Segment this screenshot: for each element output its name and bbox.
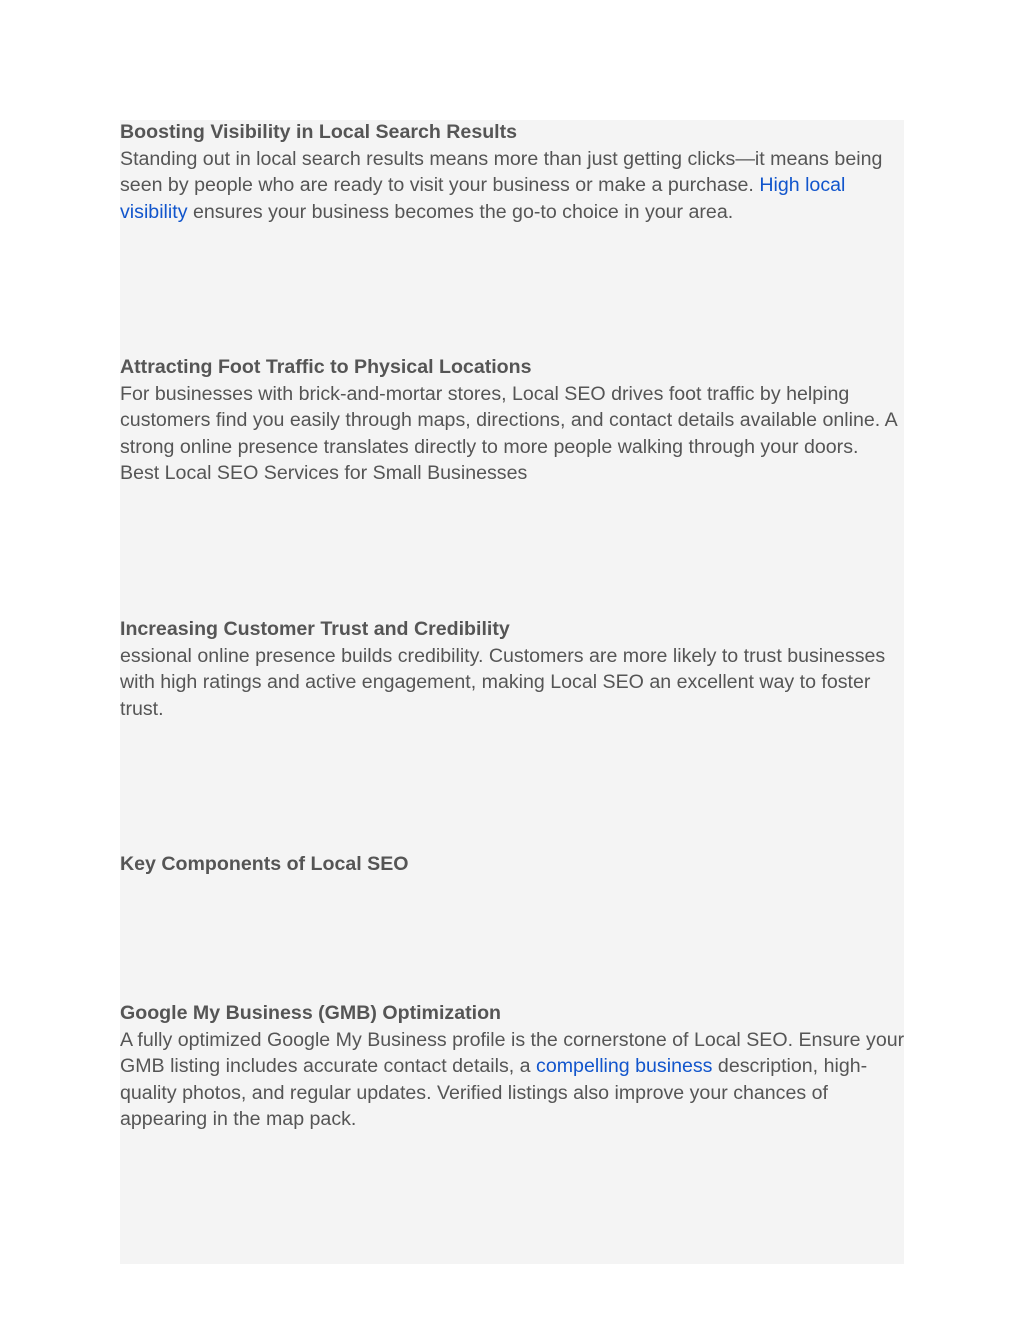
body-text: description, high-quality photos, and regular updates. Verified listings also improve your chances of appearing in the map pack.: [120, 1055, 868, 1130]
body-text: ensures your business becomes the go-to choice in your area.: [187, 200, 734, 223]
high-local-visibility-link[interactable]: High local visibility: [120, 174, 846, 223]
section-body: [120, 1027, 910, 1133]
section-heading: Google My Business (GMB) Optimization: [120, 1002, 502, 1024]
section-foot-traffic: [120, 354, 910, 487]
compelling-business-link[interactable]: compelling business: [536, 1055, 713, 1077]
section-customer-trust: [120, 616, 910, 722]
section-heading: Key Components of Local SEO: [120, 853, 409, 875]
section-heading: Attracting Foot Traffic to Physical Locations: [120, 356, 532, 378]
body-text: A fully optimized Google My Business profile is the cornerstone of Local SEO. Ensure your GMB listing includes accurate contact details, a: [120, 1028, 905, 1077]
section-boosting-visibility: [120, 119, 910, 225]
body-text: Standing out in local search results means more than just getting clicks—it means being seen by people who are ready to visit your business or make a purchase.: [120, 147, 883, 196]
section-heading: Increasing Customer Trust and Credibility: [120, 618, 510, 640]
section-key-components: [120, 851, 910, 878]
section-extra-line: Best Local SEO Services for Small Businesses: [120, 462, 528, 484]
section-body: For businesses with brick-and-mortar stores, Local SEO drives foot traffic by helping customers find you easily through maps, directions, and contact details available online. A strong online presence translates directly to more people walking through your doors.: [120, 382, 897, 458]
section-heading: Boosting Visibility in Local Search Results: [120, 121, 518, 143]
section-gmb-optimization: [120, 1000, 910, 1133]
section-body: essional online presence builds credibility. Customers are more likely to trust businesses with high ratings and active engagement, making Local SEO an excellent way to foster trust.: [120, 644, 886, 720]
section-body: [120, 146, 910, 226]
